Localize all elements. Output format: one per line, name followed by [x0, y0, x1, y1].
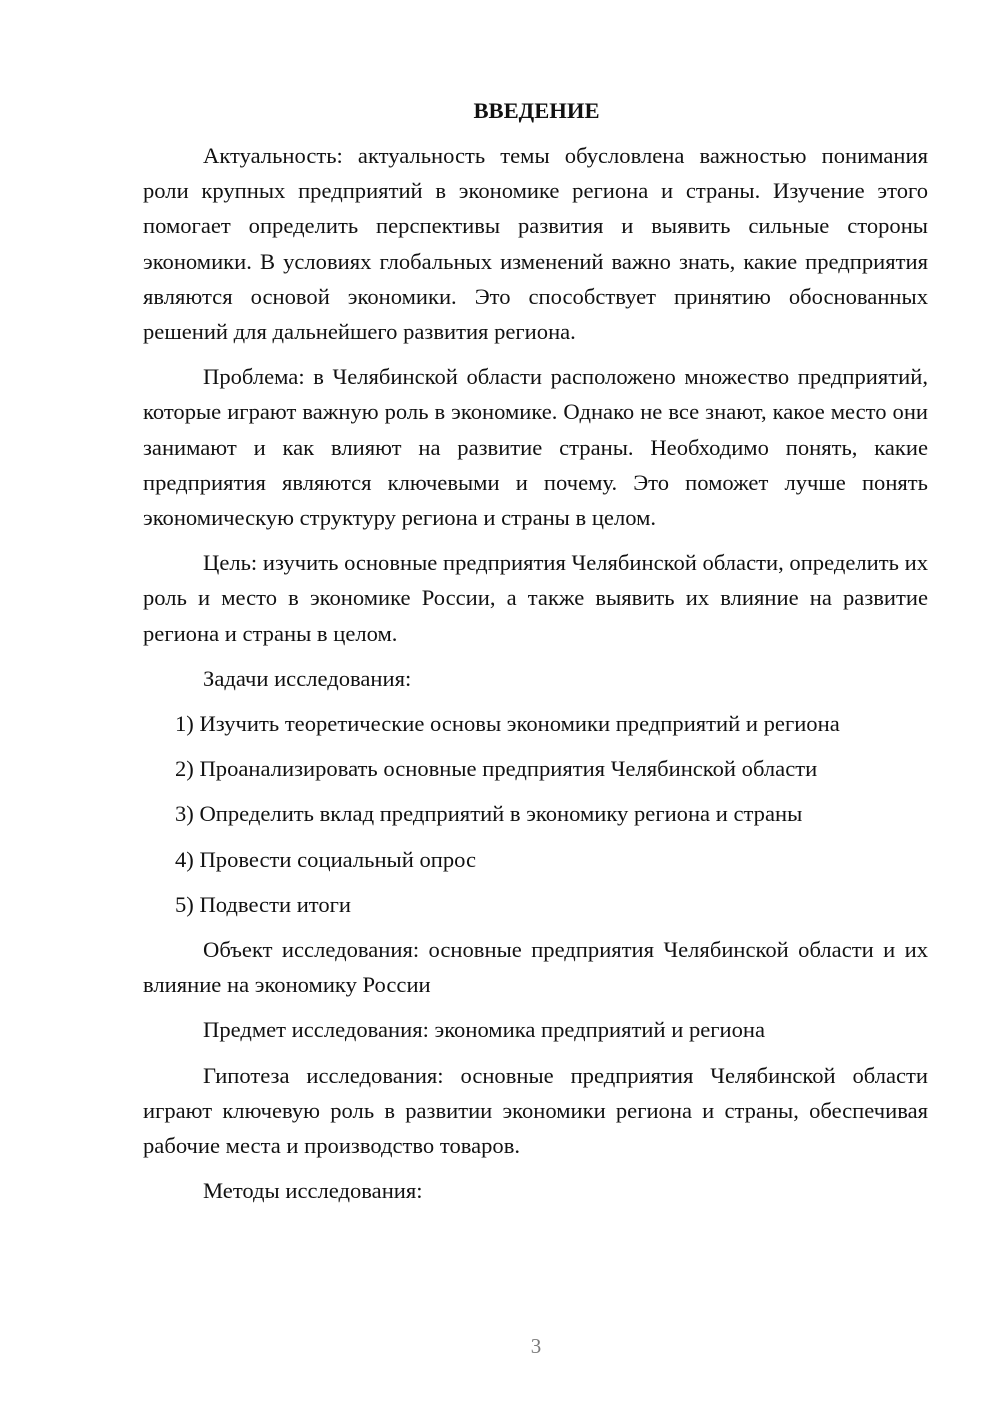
- paragraph-problem: Проблема: в Челябинской области расположено множество предприятий, которые играют важную роль в экономике. Однако не все знают, какое место они занимают и как влияют на развитие страны. Необходимо понять, какие предприятия являются ключевыми и почему. Это поможет лучше понять экономическую структуру региона и страны в целом.: [143, 364, 928, 531]
- paragraph-goal: Цель: изучить основные предприятия Челябинской области, определить их роль и место в экономике России, а также выявить их влияние на развитие региона и страны в целом.: [143, 550, 928, 646]
- paragraph-relevance: Актуальность: актуальность темы обусловлена важностью понимания роли крупных предприятий в экономике региона и страны. Изучение этого помогает определить перспективы развития и выявить сильные стороны экономики. В условиях глобальных изменений важно знать, какие предприятия являются основой экономики. Это способствует принятию обоснованных решений для дальнейшего развития региона.: [143, 143, 928, 345]
- methods-heading: Методы исследования:: [203, 1178, 423, 1204]
- page-content: [143, 93, 928, 1218]
- task-item: 1) Изучить теоретические основы экономики предприятий и региона: [175, 711, 840, 737]
- task-item: 5) Подвести итоги: [175, 891, 352, 917]
- task-item: 4) Провести социальный опрос: [175, 846, 477, 872]
- task-item: 3) Определить вклад предприятий в экономику региона и страны: [175, 801, 803, 827]
- paragraph-object: Объект исследования: основные предприятия Челябинской области и их влияние на экономику России: [143, 937, 928, 998]
- task-item: 2) Проанализировать основные предприятия Челябинской области: [175, 756, 818, 782]
- section-title: ВВЕДЕНИЕ: [473, 98, 600, 123]
- paragraph-hypothesis: Гипотеза исследования: основные предприятия Челябинской области играют ключевую роль в развитии экономики региона и страны, обеспечивая рабочие места и производство товаров.: [143, 1062, 928, 1159]
- paragraph-subject: Предмет исследования: экономика предприятий и региона: [203, 1017, 766, 1043]
- tasks-heading: Задачи исследования:: [203, 665, 412, 691]
- page-number: 3: [530, 1334, 542, 1358]
